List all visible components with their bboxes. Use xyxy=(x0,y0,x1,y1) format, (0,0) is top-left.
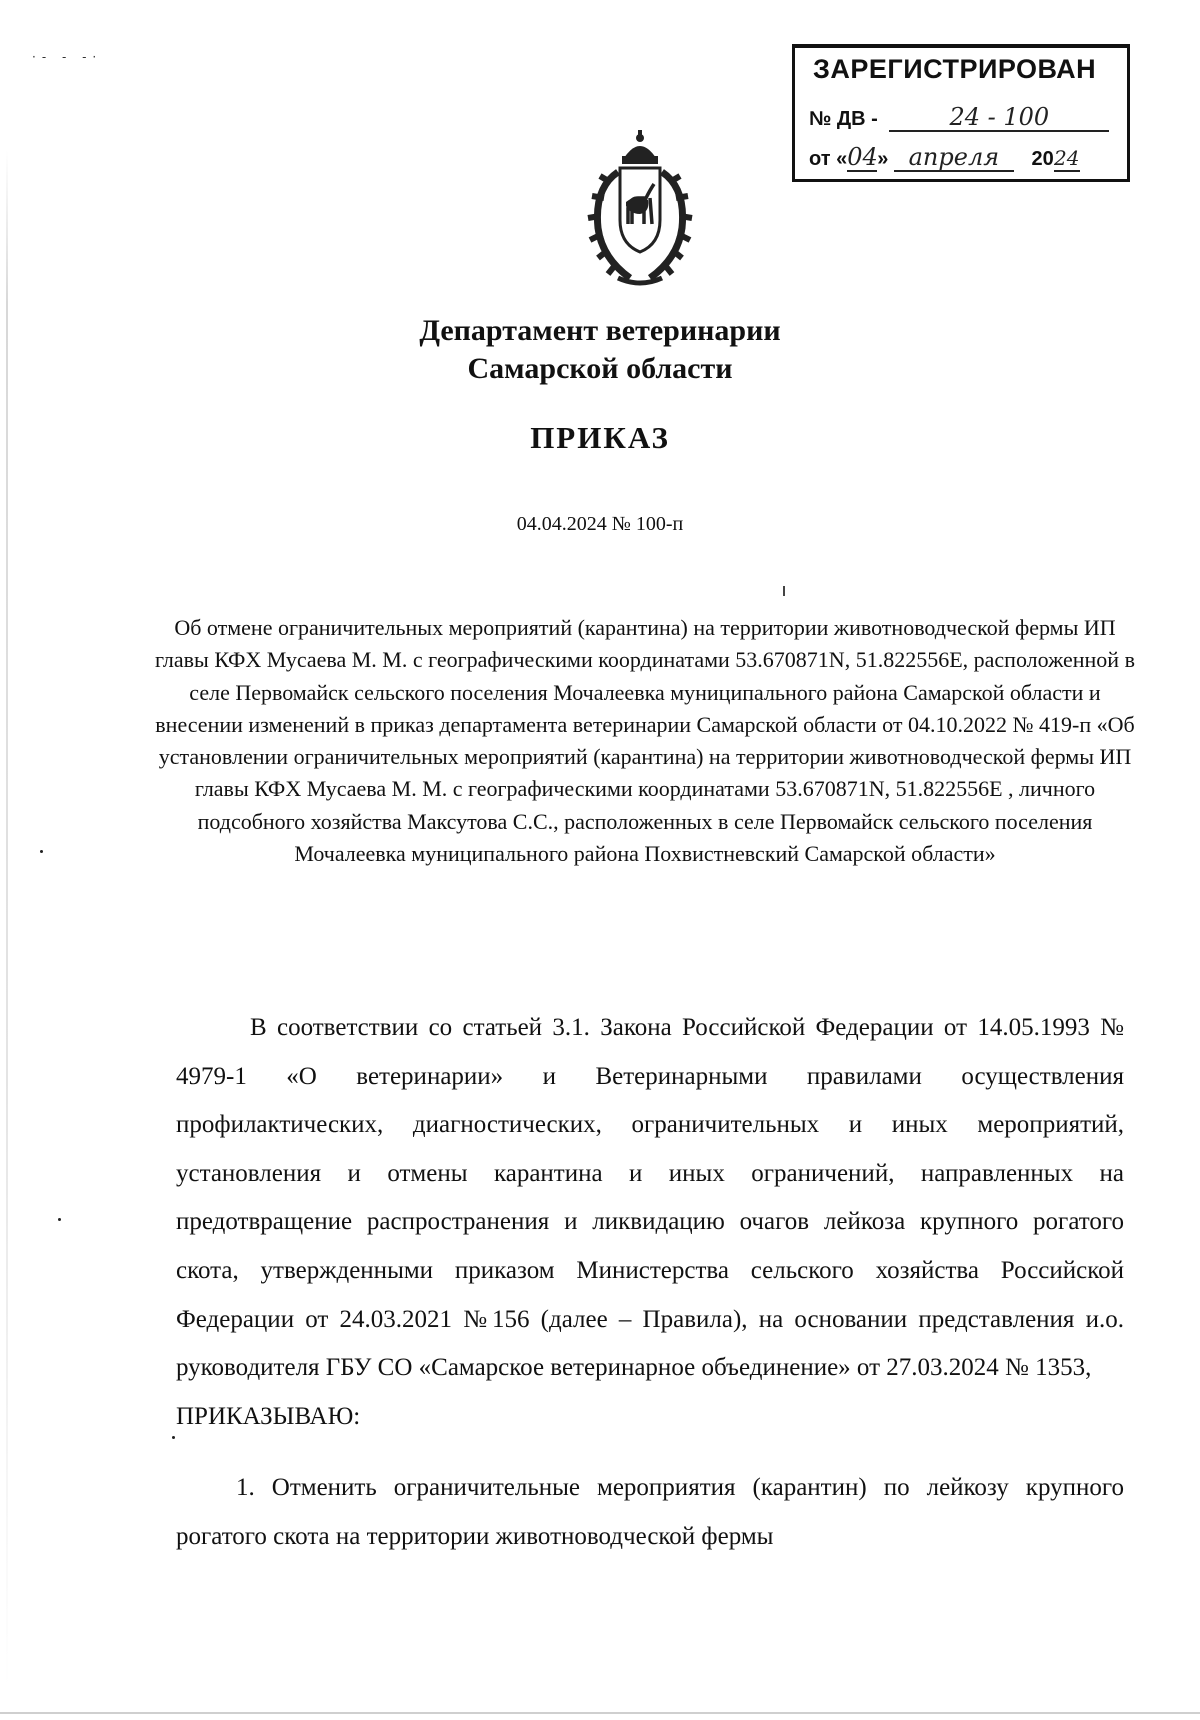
department-name xyxy=(0,312,1200,388)
stamp-date-prefix: от « xyxy=(809,148,848,170)
stamp-date-month: апреля xyxy=(908,143,1000,171)
stamp-title: ЗАРЕГИСТРИРОВАН xyxy=(813,54,1097,84)
scan-speck xyxy=(40,850,43,853)
stamp-date-mid: » xyxy=(877,148,889,170)
stamp-date-year: 24 xyxy=(1053,146,1080,170)
stamp-number-prefix: № ДВ - xyxy=(809,108,878,130)
order-title: ПРИКАЗ xyxy=(530,420,670,455)
stamp-date-row xyxy=(809,143,1080,172)
department-line-1: Департамент ветеринарии xyxy=(419,314,781,347)
order-subject: Об отмене ограничительных мероприятий (карантина) на территории животноводческой фермы ИП главы КФХ Мусаева М. М. с географическими координатами 53.670871N, 51.822556E, расположенной в селе Первомайск сельского поселения Мочалеевка муниципального района Самарской области и внесении изменений в приказ департамента ветеринарии Самарской области от 04.10.2022 № 419-п «Об установлении ограничительных мероприятий (карантина) на территории животноводческой фермы ИП главы КФХ Мусаева М. М. с географическими координатами 53.670871N, 51.822556E , личного подсобного хозяйства Максутова С.С., расположенных в селе Первомайск сельского поселения Мочалеевка муниципального района Похвистневский Самарской области» xyxy=(155,615,1135,867)
order-word: ПРИКАЗЫВАЮ: xyxy=(176,1402,361,1430)
scan-bottom-edge xyxy=(0,1712,1200,1714)
scan-speck xyxy=(58,1218,61,1221)
stamp-date-month-field xyxy=(894,143,1014,172)
preamble-text: В соответствии со статьей 3.1. Закона Российской Федерации от 14.05.1993 № 4979-1 «О ветеринарии» и Ветеринарными правилами осуществления профилактических, диагностических, ограничительных и иных мероприятий, установления и отмены карантина и иных ограничений, направленных на предотвращение распространения и ликвидацию очагов лейкоза крупного рогатого скота, утвержденными приказом Министерства сельского хозяйства Российской Федерации от 24.03.2021 №156 (далее – Правила), на основании представления и.о. руководителя ГБУ СО «Самарское ветеринарное объединение» от 27.03.2024 № 1353, xyxy=(176,1014,1124,1382)
scan-speck xyxy=(783,586,785,596)
stamp-date-day: 04 xyxy=(847,143,878,171)
stamp-number-field xyxy=(889,103,1109,132)
stamp-date-day-field xyxy=(847,143,878,172)
scan-artifact: ·- - -· xyxy=(32,50,103,64)
scan-speck xyxy=(172,1436,175,1439)
stamp-number-handwritten: 24 - 100 xyxy=(949,103,1050,131)
coat-of-arms-icon xyxy=(580,128,700,288)
department-line-2: Самарской области xyxy=(467,352,733,385)
order-date-number: 04.04.2024 № 100-п xyxy=(516,513,684,535)
stamp-date-year-prefix: 20 xyxy=(1031,148,1054,170)
preamble-paragraph xyxy=(176,1004,1124,1441)
registration-stamp xyxy=(792,44,1130,182)
order-item-1: 1. Отменить ограничительные мероприятия (карантин) по лейкозу крупного рогатого скота на территории животноводческой фермы xyxy=(176,1474,1124,1550)
stamp-date-year-field xyxy=(1054,147,1080,172)
stamp-number-row xyxy=(809,103,1109,132)
